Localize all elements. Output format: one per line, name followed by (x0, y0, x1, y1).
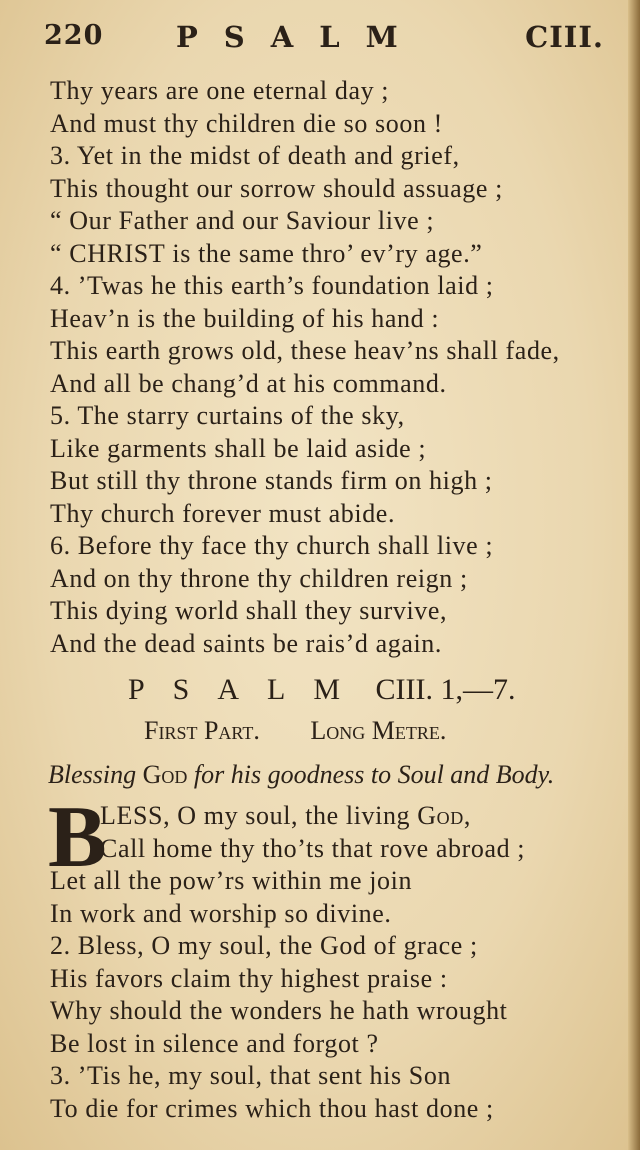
verse-line: 3. ’Tis he, my soul, that sent his Son (50, 1061, 452, 1090)
verse-line: Be lost in silence and forgot ? (50, 1028, 379, 1058)
verse-line: Thy years are one eternal day ; (50, 76, 390, 105)
subtitle-part-b: for his goodness to Soul and Body. (193, 760, 555, 789)
verse-line: And the dead saints be rais’d again. (50, 628, 442, 658)
psalm-number: CIII. (525, 20, 604, 54)
verse-line: To die for crimes which thou hast done ; (50, 1093, 494, 1123)
verse-line-rest: is the same thro’ ev’ry age.” (172, 238, 483, 268)
verse-line: 6. Before thy face thy church shall live ; (50, 531, 494, 560)
metre-label: Long Metre. (310, 716, 447, 745)
verse-line: And must thy children die so soon ! (50, 108, 443, 138)
subtitle-god: God (142, 760, 188, 789)
drop-cap: B (48, 789, 107, 886)
verse-line: This thought our sorrow should assuage ; (50, 173, 503, 203)
running-title: PSALM (176, 20, 424, 54)
page-number: 220 (44, 20, 104, 51)
first-line-text: LESS, O my soul, the living (100, 801, 411, 830)
subtitle-part-a: Blessing (48, 760, 137, 789)
verse-line: His favors claim thy highest praise : (50, 963, 448, 993)
verse-line: This dying world shall they survive, (50, 596, 448, 625)
verse-line: But still thy throne stands firm on high ; (50, 466, 493, 495)
first-line-god: God, (417, 801, 471, 830)
verse-line-first (50, 800, 635, 833)
verse-line: “ Our Father and our Saviour live ; (50, 206, 435, 235)
psalm-title: PSALM (128, 673, 369, 706)
verse-line: And all be chang’d at his command. (50, 368, 447, 398)
christ-word: CHRIST (69, 238, 166, 268)
verse-line: 3. Yet in the midst of death and grief, (50, 141, 460, 170)
verse-line: Heav’n is the building of his hand : (50, 303, 440, 333)
verse-line: Why should the wonders he hath wrought (50, 996, 508, 1025)
quote-mark: “ (50, 238, 63, 268)
verse-line: Like garments shall be laid aside ; (50, 433, 427, 463)
part-label: First Part. (144, 716, 260, 745)
verse-line: 2. Bless, O my soul, the God of grace ; (50, 931, 478, 960)
verse-line: Call home thy tho’ts that rove abroad ; (100, 833, 526, 863)
verse-line: This earth grows old, these heav’ns shall fade, (50, 336, 560, 365)
verse-line: Let all the pow’rs within me join (50, 866, 413, 895)
verse-block-bottom (48, 789, 635, 1125)
verse-line-christ (50, 238, 635, 271)
running-header (44, 20, 604, 60)
verse-line: And on thy throne thy children reign ; (50, 563, 468, 593)
hymn-subtitle (48, 760, 638, 790)
verse-line: In work and worship so divine. (50, 898, 392, 928)
verse-block-top (50, 75, 635, 660)
verse-line: Thy church forever must abide. (50, 498, 396, 528)
psalm-reference: CIII. 1,—7. (375, 673, 516, 706)
part-heading (144, 716, 564, 746)
verse-line: 5. The starry curtains of the sky, (50, 401, 405, 430)
verse-line: 4. ’Twas he this earth’s foundation laid ; (50, 271, 494, 300)
section-heading (128, 673, 588, 707)
